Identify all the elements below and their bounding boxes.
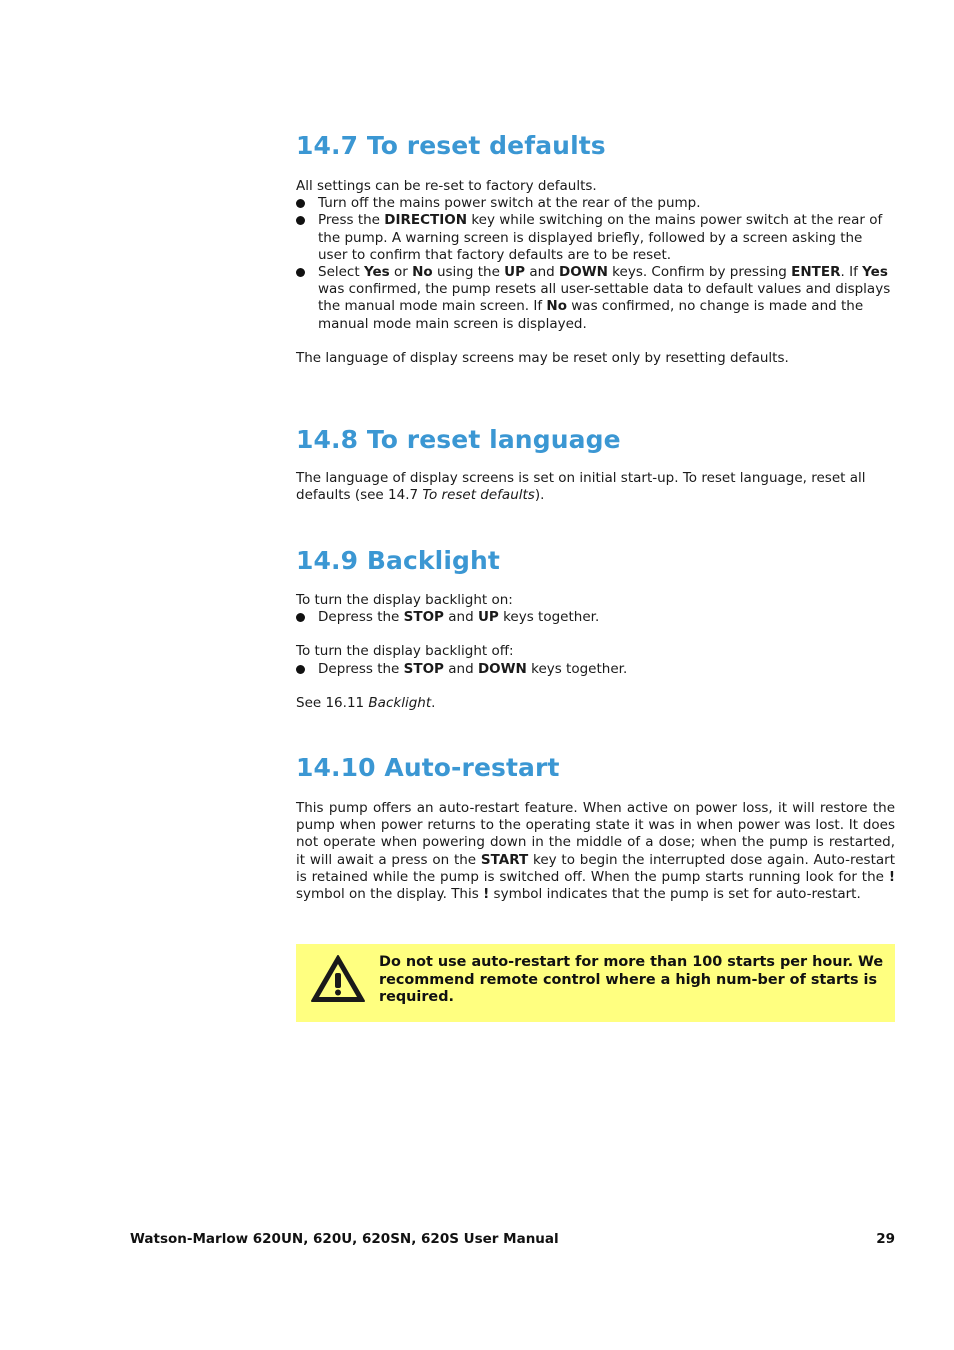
warning-text: Do not use auto-restart for more than 100 starts per hour. We recommend remote control where a high num-ber of starts is required. [379,954,884,1005]
paragraph: The language of display screens is set on initial start-up. To reset language, reset all defaults (see 14.7 To reset defaults). [296,470,866,504]
bullet-icon [296,216,305,225]
section-14-8 [296,425,895,504]
paragraph: This pump offers an auto-restart feature. When active on power loss, it will restore the pump when power returns to the operating state it was in when power was lost. It does not operate when powering down in the middle of a dose; when the pump is restarted, it will await a press on the START key to begin the interrupted dose again. Auto-restart is retained while the pump is switched off. When the pump starts running look for the ! symbol on the display. This ! symbol indicates that the pump is set for auto-restart. [296,800,895,903]
heading-14-10: 14.10 Auto-restart [296,753,560,782]
footer-manual-title: Watson-Marlow 620UN, 620U, 620SN, 620S User Manual [130,1231,559,1247]
paragraph: To turn the display backlight on: [296,592,513,608]
bullet-list [296,661,895,678]
list-item: Turn off the mains power switch at the rear of the pump. [296,195,895,212]
bullet-icon [296,268,305,277]
bullet-list [296,195,895,333]
bullet-icon [296,665,305,674]
bullet-icon [296,199,305,208]
paragraph: See 16.11 Backlight. [296,694,436,711]
paragraph: The language of display screens may be reset only by resetting defaults. [296,349,789,366]
heading-14-9: 14.9 Backlight [296,546,500,575]
section-14-10 [296,753,895,903]
bullet-list [296,609,895,626]
bullet-icon [296,613,305,622]
warning-triangle-icon [310,954,366,1004]
paragraph: To turn the display backlight off: [296,643,514,660]
section-14-9 [296,546,895,712]
list-item: Depress the STOP and DOWN keys together. [296,661,895,678]
heading-14-8: 14.8 To reset language [296,425,621,454]
list-item: Select Yes or No using the UP and DOWN keys. Confirm by pressing ENTER. If Yes was confirmed, the pump resets all user-settable data to default values and displays the manual mode main screen. If No was confirmed, no change is made and the manual mode main screen is displayed. [296,264,895,333]
page-number: 29 [876,1231,895,1247]
list-item: Press the DIRECTION key while switching on the mains power switch at the rear of the pump. A warning screen is displayed briefly, followed by a screen asking the user to confirm that factory defaults are to be reset. [296,212,895,264]
warning-box [296,944,895,1022]
paragraph: All settings can be re-set to factory defaults. [296,178,597,194]
section-14-7 [296,131,895,367]
heading-14-7: 14.7 To reset defaults [296,131,606,160]
list-item: Depress the STOP and UP keys together. [296,609,895,626]
